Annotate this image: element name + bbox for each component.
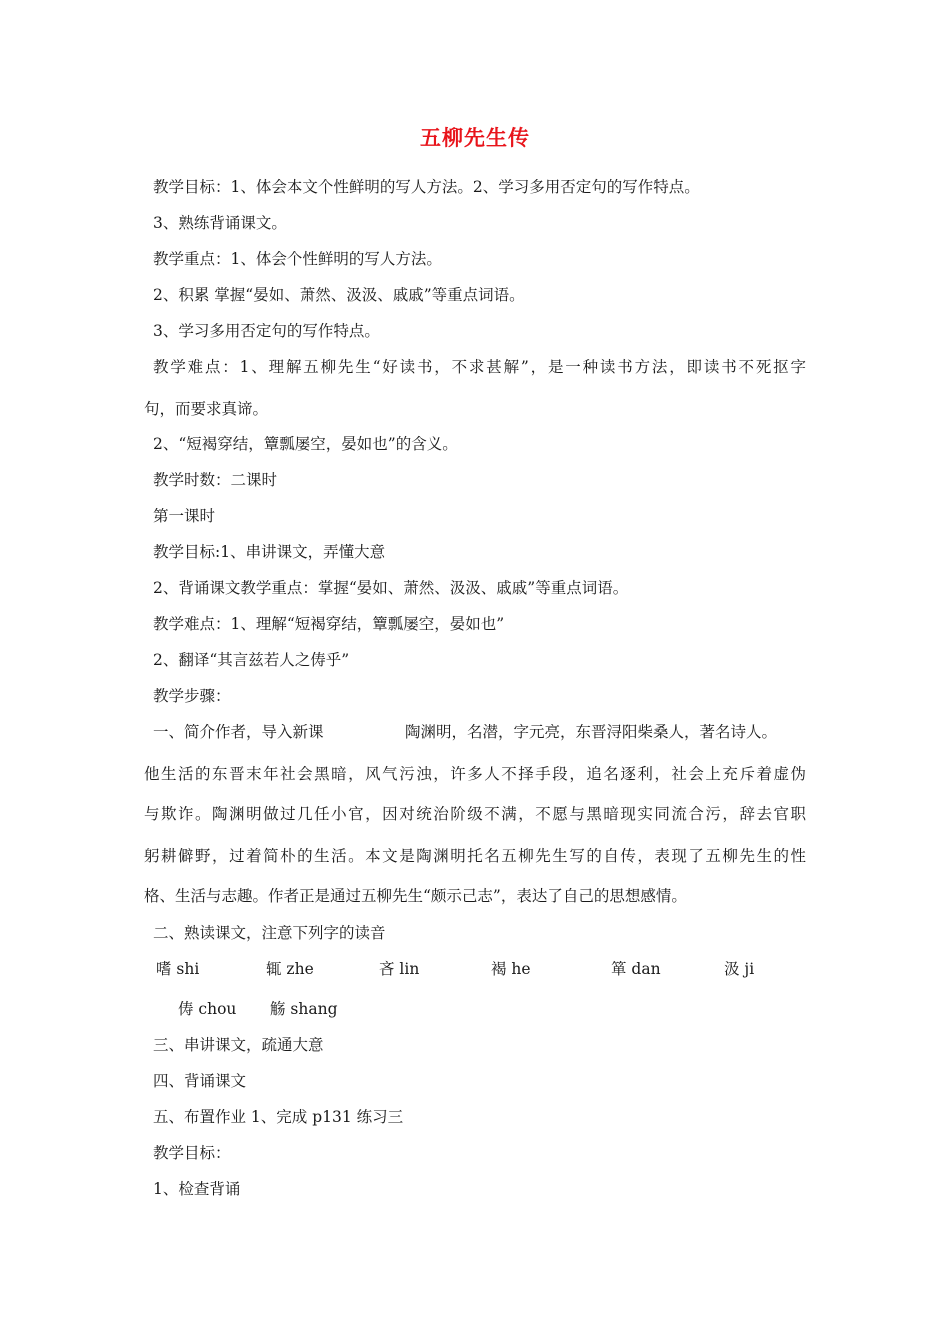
document-title: 五柳先生传 <box>420 126 530 150</box>
pinyin-item: 俦 chou <box>178 1000 237 1018</box>
paragraph-line: 五、布置作业 1、完成 p131 练习三 <box>153 1108 404 1126</box>
paragraph-line: 1、检查背诵 <box>153 1180 241 1198</box>
paragraph-line: 格、生活与志趣。作者正是通过五柳先生“颇示己志”，表达了自己的思想感情。 <box>144 887 687 905</box>
paragraph-line: 教学目标：1、体会本文个性鲜明的写人方法。2、学习多用否定句的写作特点。 <box>153 178 700 196</box>
section-heading: 第一课时 <box>153 507 216 525</box>
paragraph-line: 3、熟练背诵课文。 <box>153 214 287 232</box>
pinyin-item: 箪 dan <box>611 960 661 978</box>
paragraph-line: 教学目标:1、串讲课文，弄懂大意 <box>153 543 386 561</box>
paragraph-line: 教学难点：1、理解“短褐穿结，簟瓢屡空，晏如也” <box>153 615 505 633</box>
paragraph-line: 教学难点：1、理解五柳先生“好读书，不求甚解”，是一种读书方法，即读书不死抠字 <box>153 358 806 376</box>
paragraph-line: 2、背诵课文教学重点：掌握“晏如、萧然、汲汲、戚戚”等重点词语。 <box>153 579 629 597</box>
paragraph-line: 句，而要求真谛。 <box>144 400 269 418</box>
pinyin-item: 觞 shang <box>270 1000 338 1018</box>
paragraph-line: 一、简介作者，导入新课 <box>153 723 324 741</box>
paragraph-line: 3、学习多用否定句的写作特点。 <box>153 322 380 340</box>
paragraph-line: 四、背诵课文 <box>153 1072 247 1090</box>
paragraph-line: 陶渊明，名潜，字元亮，东晋浔阳柴桑人，著名诗人。 <box>405 723 778 741</box>
paragraph-line: 2、翻译“其言兹若人之俦乎” <box>153 651 350 669</box>
paragraph-line: 2、积累 掌握“晏如、萧然、汲汲、戚戚”等重点词语。 <box>153 286 525 304</box>
paragraph-line: 三、串讲课文，疏通大意 <box>153 1036 324 1054</box>
pinyin-item: 嗜 shi <box>156 960 200 978</box>
paragraph-line: 躬耕僻野，过着简朴的生活。本文是陶渊明托名五柳先生写的自传，表现了五柳先生的性 <box>144 847 806 865</box>
paragraph-line: 教学目标： <box>153 1144 231 1162</box>
pinyin-item: 褐 he <box>491 960 531 978</box>
paragraph-line: 教学时数：二课时 <box>153 471 278 489</box>
pinyin-item: 吝 lin <box>379 960 420 978</box>
paragraph-line: 与欺诈。陶渊明做过几任小官，因对统治阶级不满，不愿与黑暗现实同流合污，辞去官职 <box>144 805 806 823</box>
paragraph-line: 教学步骤： <box>153 687 231 705</box>
paragraph-line: 2、“短褐穿结，簟瓢屡空，晏如也”的含义。 <box>153 435 458 453</box>
pinyin-item: 汲 ji <box>724 960 755 978</box>
paragraph-line: 教学重点：1、体会个性鲜明的写人方法。 <box>153 250 442 268</box>
paragraph-line: 二、熟读课文，注意下列字的读音 <box>153 924 386 942</box>
pinyin-item: 辄 zhe <box>266 960 314 978</box>
paragraph-line: 他生活的东晋末年社会黑暗，风气污浊，许多人不择手段，追名逐利，社会上充斥着虚伪 <box>144 765 806 783</box>
